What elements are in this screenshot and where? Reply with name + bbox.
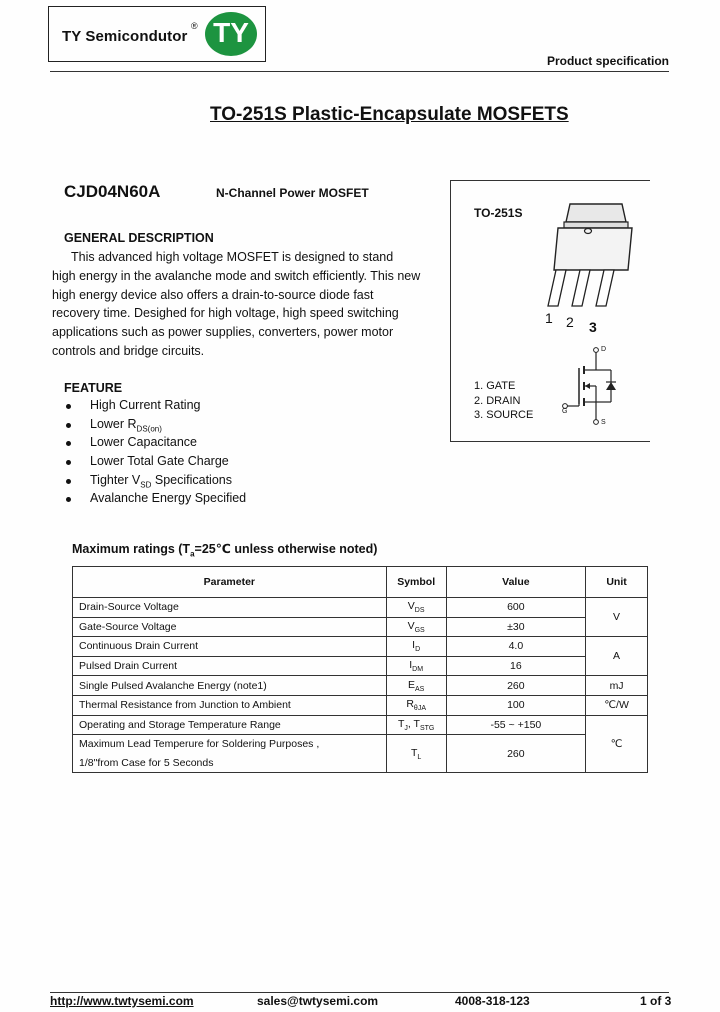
desc-line: high energy device also offers a drain-to-source diode fast bbox=[52, 287, 374, 302]
desc-line: recovery time. Desighed for high voltage, high speed switching bbox=[52, 306, 399, 321]
table-row bbox=[73, 598, 648, 618]
general-description bbox=[52, 248, 442, 361]
page-number: 1 of 3 bbox=[640, 994, 672, 1008]
bullet-icon bbox=[66, 479, 71, 484]
bullet-icon bbox=[66, 460, 71, 465]
value-cell: 260 bbox=[446, 676, 586, 696]
pin-number: 1 bbox=[545, 310, 553, 326]
table-header-row bbox=[73, 567, 648, 598]
bullet-icon bbox=[66, 497, 71, 502]
table-row bbox=[73, 637, 648, 657]
param-cell: Maximum Lead Temperure for Soldering Purposes , 1/8"from Case for 5 Seconds bbox=[73, 735, 387, 773]
ratings-table bbox=[72, 566, 648, 773]
ratings-title: Maximum ratings ($T_a=25℃$ unless otherwise noted) bbox=[72, 542, 378, 559]
symbol-cell: $T_J$, $T_{STG}$ bbox=[386, 715, 446, 735]
unit-cell: V bbox=[586, 598, 648, 637]
footer-email-link[interactable]: sales@twtysemi.com bbox=[257, 994, 379, 1008]
desc-line: high energy in the avalanche mode and switch efficiently. This new bbox=[52, 268, 421, 283]
bullet-icon bbox=[66, 441, 71, 446]
param-cell: Drain-Source Voltage bbox=[73, 598, 387, 618]
bullet-icon bbox=[66, 423, 71, 428]
general-heading: GENERAL DESCRIPTION bbox=[64, 231, 214, 245]
footer-phone: 4008-318-123 bbox=[455, 994, 530, 1008]
value-cell: ±30 bbox=[446, 617, 586, 637]
param-cell: Continuous Drain Current bbox=[73, 637, 387, 657]
value-cell: 100 bbox=[446, 695, 586, 715]
doc-type: Product specification bbox=[546, 54, 669, 68]
symbol-cell: $V_{GS}$ bbox=[386, 617, 446, 637]
unit-cell: ℃/W bbox=[586, 695, 648, 715]
symbol-cell: $I_D$ bbox=[386, 637, 446, 657]
pin-number: 3 bbox=[589, 319, 597, 335]
terminal-gate: G bbox=[562, 408, 568, 415]
param-cell: Gate-Source Voltage bbox=[73, 617, 387, 637]
table-row bbox=[73, 656, 648, 676]
param-cell: Pulsed Drain Current bbox=[73, 656, 387, 676]
header-divider bbox=[50, 71, 669, 72]
value-cell: 4.0 bbox=[446, 637, 586, 657]
symbol-cell: $T_L$ bbox=[386, 735, 446, 773]
footer-divider bbox=[50, 992, 669, 993]
table-row bbox=[73, 617, 648, 637]
pin-list bbox=[474, 379, 533, 423]
value-cell: 600 bbox=[446, 598, 586, 618]
footer-url-link[interactable]: http://www.twtysemi.com bbox=[50, 994, 194, 1008]
table-row bbox=[73, 735, 648, 773]
pin-drain: 2. DRAIN bbox=[474, 394, 521, 407]
value-cell: -55 ~ +150 bbox=[446, 715, 586, 735]
pin-number: 2 bbox=[566, 314, 574, 330]
package-drawing bbox=[540, 196, 640, 336]
logo-mark: TY bbox=[213, 17, 249, 48]
unit-cell: mJ bbox=[586, 676, 648, 696]
col-header-parameter: Parameter bbox=[73, 567, 387, 598]
part-subtitle: N-Channel Power MOSFET bbox=[216, 186, 369, 200]
pin-gate: 1. GATE bbox=[474, 380, 516, 392]
table-row bbox=[73, 695, 648, 715]
table-row bbox=[73, 715, 648, 735]
unit-cell: A bbox=[586, 637, 648, 676]
param-cell: Operating and Storage Temperature Range bbox=[73, 715, 387, 735]
symbol-cell: $V_{DS}$ bbox=[386, 598, 446, 618]
terminal-source: S bbox=[601, 419, 606, 426]
param-cell: Thermal Resistance from Junction to Ambient bbox=[73, 695, 387, 715]
value-cell: 16 bbox=[446, 656, 586, 676]
desc-line: applications such as power supplies, converters, power motor bbox=[52, 325, 394, 340]
package-label: TO-251S bbox=[474, 206, 523, 220]
value-cell: 260 bbox=[446, 735, 586, 773]
bullet-icon bbox=[66, 404, 71, 409]
part-number: CJD04N60A bbox=[64, 182, 161, 201]
mosfet-symbol bbox=[556, 342, 626, 430]
symbol-cell: $R_{\theta JA}$ bbox=[386, 695, 446, 715]
pin-source: 3. SOURCE bbox=[474, 409, 534, 421]
terminal-drain: D bbox=[601, 346, 607, 353]
registered-mark: ® bbox=[191, 21, 198, 31]
col-header-unit: Unit bbox=[586, 567, 648, 598]
logo-icon bbox=[205, 12, 257, 56]
col-header-value: Value bbox=[446, 567, 586, 598]
unit-cell: ℃ bbox=[586, 715, 648, 773]
param-cell: Single Pulsed Avalanche Energy (note1) bbox=[73, 676, 387, 696]
symbol-cell: $E_{AS}$ bbox=[386, 676, 446, 696]
col-header-symbol: Symbol bbox=[386, 567, 446, 598]
desc-line: controls and bridge circuits. bbox=[52, 343, 205, 358]
feature-heading: FEATURE bbox=[64, 381, 123, 395]
desc-line: This advanced high voltage MOSFET is designed to stand bbox=[71, 250, 394, 264]
symbol-cell: $I_{DM}$ bbox=[386, 656, 446, 676]
page-title: TO-251S Plastic-Encapsulate MOSFETS bbox=[210, 104, 569, 125]
table-row bbox=[73, 676, 648, 696]
company-name: TY Semicondutor bbox=[62, 28, 188, 45]
